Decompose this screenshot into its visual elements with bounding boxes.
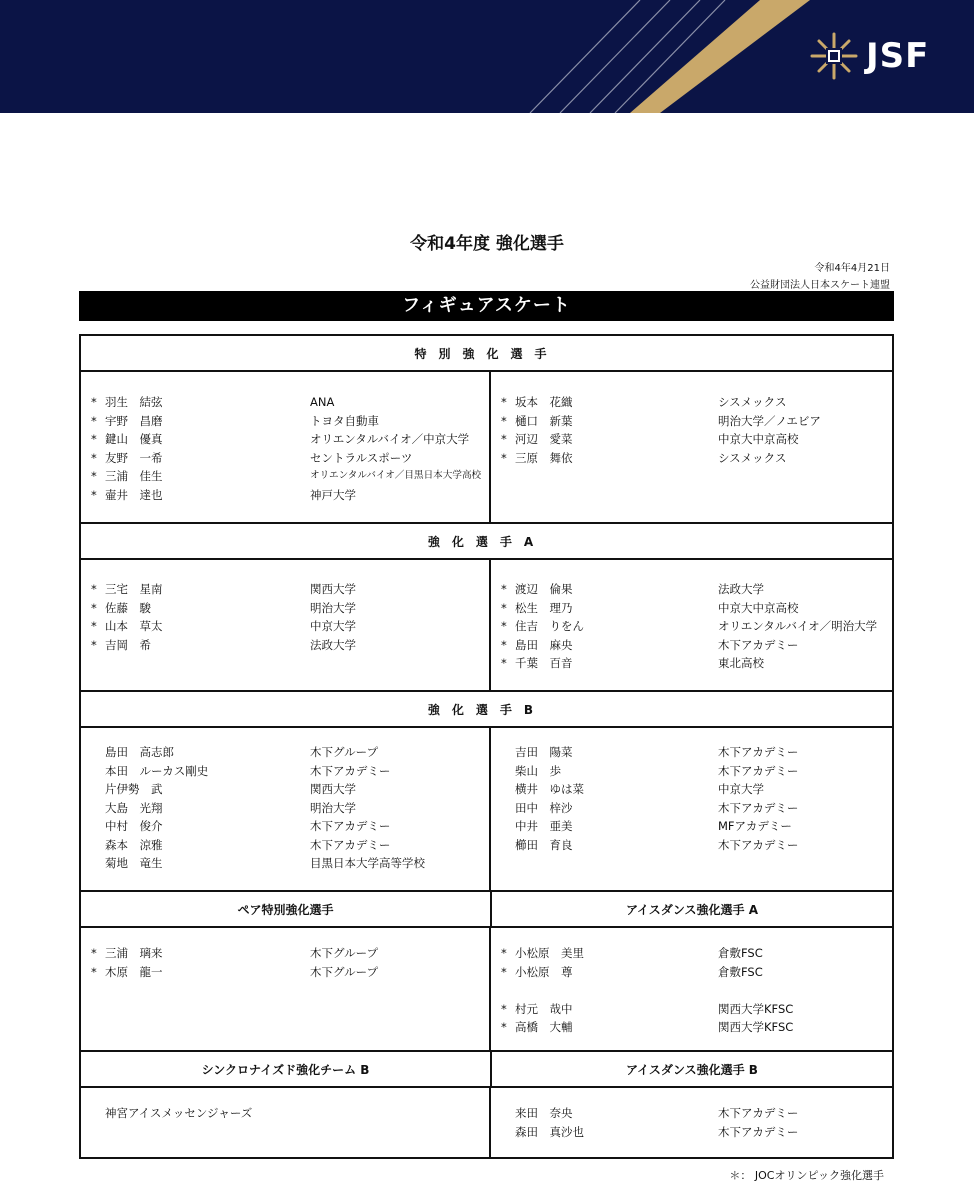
b-right-list	[501, 743, 891, 854]
athlete-row	[501, 836, 891, 855]
athlete-row	[91, 817, 486, 836]
athlete-name: 来田 奈央	[515, 1106, 573, 1120]
athlete-affiliation: 東北高校	[718, 656, 764, 670]
athlete-row	[501, 393, 891, 412]
jo-marker: *	[91, 582, 97, 596]
special-left-list	[91, 393, 486, 504]
athlete-name: 森田 真沙也	[515, 1124, 584, 1139]
athlete-name: 大島 光翔	[105, 800, 163, 815]
jo-marker: *	[91, 487, 97, 502]
athlete-name: 島田 麻央	[515, 637, 573, 652]
athlete-row	[501, 617, 891, 636]
jo-marker: *	[91, 964, 97, 979]
athlete-affiliation: 木下グループ	[310, 964, 379, 979]
athlete-name: 三原 舞依	[515, 450, 573, 465]
athlete-affiliation: 関西大学	[310, 582, 356, 596]
athlete-row	[91, 854, 486, 873]
athlete-name: 中村 俊介	[105, 819, 163, 833]
athlete-row	[91, 780, 486, 799]
athlete-affiliation: シスメックス	[718, 450, 787, 465]
athlete-row	[501, 1104, 891, 1123]
jo-marker: *	[501, 619, 507, 633]
athlete-affiliation: 関西大学KFSC	[718, 1020, 794, 1034]
jo-marker: *	[91, 413, 97, 428]
footnote: ＊： JOCオリンピック強化選手	[729, 1169, 884, 1182]
jo-marker: *	[501, 432, 507, 446]
jo-marker: *	[501, 1001, 507, 1016]
athlete-name: 渡辺 倫果	[515, 582, 573, 596]
athlete-affiliation: 木下アカデミー	[310, 837, 391, 852]
jo-marker: *	[91, 432, 97, 446]
document-organization: 公益財団法人日本スケート連盟	[750, 280, 890, 291]
athlete-affiliation: 関西大学KFSC	[718, 1001, 794, 1016]
athlete-affiliation: オリエンタルバイオ／明治大学	[718, 619, 878, 633]
athlete-name: 宇野 昌磨	[105, 413, 163, 428]
section-heading-special: 特別強化選手	[81, 336, 892, 372]
section-heading-pair: ペア特別強化選手	[81, 892, 490, 928]
athlete-affiliation: オリエンタルバイオ／中京大学	[310, 432, 470, 446]
athlete-affiliation: 木下グループ	[310, 745, 379, 759]
athlete-affiliation: 神戸大学	[310, 487, 356, 502]
column-divider	[489, 726, 491, 892]
athlete-affiliation: トヨタ自動車	[310, 413, 379, 428]
athlete-affiliation: 木下アカデミー	[310, 763, 391, 778]
athlete-row	[91, 599, 486, 618]
jsf-logo[interactable]	[808, 30, 929, 82]
spacer	[501, 981, 891, 1000]
athlete-row	[501, 1000, 891, 1019]
pair-list	[91, 944, 486, 981]
athlete-row	[501, 1018, 891, 1037]
athlete-affiliation: 木下アカデミー	[718, 1106, 799, 1120]
athlete-name: 友野 一希	[105, 450, 163, 465]
athlete-row	[91, 393, 486, 412]
athlete-name: 三宅 星南	[105, 582, 163, 596]
jo-marker: *	[501, 450, 507, 465]
athlete-name: 片伊勢 武	[105, 782, 163, 796]
athlete-affiliation: 中京大学	[718, 782, 764, 796]
athlete-name: 柴山 歩	[515, 763, 561, 778]
a-left-list	[91, 580, 486, 654]
athlete-name: 坂本 花織	[515, 395, 573, 409]
athlete-row	[91, 836, 486, 855]
athlete-row	[91, 1104, 486, 1123]
jo-marker: *	[91, 946, 97, 960]
athlete-row	[501, 817, 891, 836]
athlete-name: 木原 龍一	[105, 964, 163, 979]
athlete-affiliation: 関西大学	[310, 782, 356, 796]
athlete-affiliation: 明治大学	[310, 600, 356, 615]
jo-marker: *	[501, 1020, 507, 1034]
athlete-affiliation: MFアカデミー	[718, 819, 792, 833]
jo-marker: *	[91, 619, 97, 633]
jo-marker: *	[501, 637, 507, 652]
athlete-row	[91, 486, 486, 505]
athlete-name: 吉岡 希	[105, 637, 151, 652]
athlete-affiliation: 明治大学／ノエビア	[718, 413, 821, 428]
athlete-name: 横井 ゆは菜	[515, 782, 584, 796]
jo-marker: *	[91, 469, 97, 483]
athlete-affiliation: 木下アカデミー	[718, 745, 799, 759]
header-banner	[0, 0, 974, 113]
athlete-row	[91, 412, 486, 431]
athlete-name: 本田 ルーカス剛史	[105, 763, 209, 778]
athlete-row	[501, 780, 891, 799]
jo-marker: *	[91, 637, 97, 652]
a-right-list	[501, 580, 891, 673]
athlete-row	[501, 799, 891, 818]
athlete-affiliation: 明治大学	[310, 800, 356, 815]
dance-a-list	[501, 944, 891, 1037]
athlete-name: 吉田 陽菜	[515, 745, 573, 759]
athlete-name: 櫛田 育良	[515, 837, 573, 852]
document-date: 令和4年4月21日	[814, 263, 890, 274]
athlete-affiliation: 木下アカデミー	[718, 837, 799, 852]
column-divider	[489, 1088, 491, 1157]
athlete-name: 壷井 達也	[105, 487, 163, 502]
athlete-affiliation: 法政大学	[310, 637, 356, 652]
section-heading-dance-b: アイスダンス強化選手 B	[490, 1052, 892, 1088]
athlete-affiliation: ANA	[310, 395, 335, 409]
athlete-row	[501, 1123, 891, 1142]
athlete-row	[91, 762, 486, 781]
jo-marker: *	[91, 450, 97, 465]
athlete-row	[91, 430, 486, 449]
athlete-row	[501, 944, 891, 963]
athlete-affiliation: 木下グループ	[310, 946, 379, 960]
section-heading-dance-a: アイスダンス強化選手 A	[490, 892, 892, 928]
document-title: 令和4年度 強化選手	[410, 234, 564, 254]
athlete-name: 菊地 竜生	[105, 856, 163, 870]
jo-marker: *	[501, 395, 507, 409]
athlete-name: 田中 梓沙	[515, 800, 573, 815]
athlete-name: 小松原 尊	[515, 964, 573, 979]
column-divider	[489, 928, 491, 1052]
column-divider	[489, 560, 491, 692]
athlete-row	[91, 467, 486, 486]
athlete-affiliation: 中京大中京高校	[718, 600, 799, 615]
athlete-row	[501, 599, 891, 618]
athlete-affiliation: 木下アカデミー	[718, 1124, 799, 1139]
athlete-affiliation: 目黒日本大学高等学校	[310, 856, 425, 870]
athlete-row	[91, 963, 486, 982]
athlete-row	[91, 743, 486, 762]
b-left-list	[91, 743, 486, 873]
section-heading-a: 強化選手A	[81, 524, 892, 560]
athlete-row	[91, 636, 486, 655]
athlete-name: 佐藤 駿	[105, 600, 151, 615]
athlete-affiliation: 木下アカデミー	[718, 800, 799, 815]
athlete-row	[91, 580, 486, 599]
athlete-name: 島田 高志郎	[105, 745, 174, 759]
athlete-row	[501, 762, 891, 781]
athlete-name: 中井 亜美	[515, 819, 573, 833]
athlete-name: 三浦 佳生	[105, 469, 163, 483]
jo-marker: *	[501, 946, 507, 960]
jo-marker: *	[501, 964, 507, 979]
jsf-star-icon	[808, 30, 860, 82]
athlete-name: 村元 哉中	[515, 1001, 573, 1016]
athlete-name: 小松原 美里	[515, 946, 584, 960]
athlete-name: 住吉 りをん	[515, 619, 584, 633]
section-heading-synchro: シンクロナイズド強化チーム B	[81, 1052, 490, 1088]
special-right-list	[501, 393, 891, 467]
athlete-affiliation: 倉敷FSC	[718, 946, 763, 960]
jo-marker: *	[501, 413, 507, 428]
athlete-affiliation: 木下アカデミー	[718, 763, 799, 778]
athlete-row	[501, 412, 891, 431]
athlete-affiliation: 倉敷FSC	[718, 964, 763, 979]
athlete-name: 羽生 結弦	[105, 395, 163, 409]
athlete-row	[501, 580, 891, 599]
athlete-table	[79, 334, 894, 1159]
athlete-row	[501, 449, 891, 468]
synchro-list	[91, 1104, 486, 1123]
discipline-bar: フィギュアスケート	[79, 291, 894, 321]
dance-b-list	[501, 1104, 891, 1141]
athlete-row	[501, 430, 891, 449]
athlete-name: 樋口 新葉	[515, 413, 573, 428]
jo-marker: *	[501, 582, 507, 596]
jo-marker: *	[91, 395, 97, 409]
athlete-row	[91, 617, 486, 636]
athlete-name: 森本 涼雅	[105, 837, 163, 852]
athlete-name: 高橋 大輔	[515, 1020, 573, 1034]
athlete-row	[91, 799, 486, 818]
athlete-affiliation: シスメックス	[718, 395, 787, 409]
athlete-affiliation: 法政大学	[718, 582, 764, 596]
athlete-affiliation: オリエンタルバイオ／目黒日本大学高校	[310, 470, 482, 481]
athlete-name: 松生 理乃	[515, 600, 573, 615]
column-divider	[489, 372, 491, 524]
athlete-row	[91, 944, 486, 963]
athlete-affiliation: 中京大学	[310, 619, 356, 633]
athlete-row	[91, 449, 486, 468]
jo-marker: *	[91, 600, 97, 615]
athlete-row	[501, 743, 891, 762]
athlete-affiliation: 木下アカデミー	[718, 637, 799, 652]
athlete-name: 山本 草太	[105, 619, 163, 633]
athlete-affiliation: 木下アカデミー	[310, 819, 391, 833]
jo-marker: *	[501, 656, 507, 670]
athlete-affiliation: セントラルスポーツ	[310, 450, 413, 465]
athlete-row	[501, 654, 891, 673]
athlete-name: 鍵山 優真	[105, 432, 163, 446]
jo-marker: *	[501, 600, 507, 615]
athlete-name: 三浦 璃来	[105, 946, 163, 960]
athlete-row	[501, 636, 891, 655]
athlete-name: 河辺 愛菜	[515, 432, 573, 446]
athlete-row	[501, 963, 891, 982]
section-heading-b: 強化選手B	[81, 692, 892, 728]
athlete-affiliation: 中京大中京高校	[718, 432, 799, 446]
athlete-name: 神宮アイスメッセンジャーズ	[105, 1106, 253, 1120]
logo-text: JSF	[866, 36, 930, 76]
athlete-name: 千葉 百音	[515, 656, 573, 670]
